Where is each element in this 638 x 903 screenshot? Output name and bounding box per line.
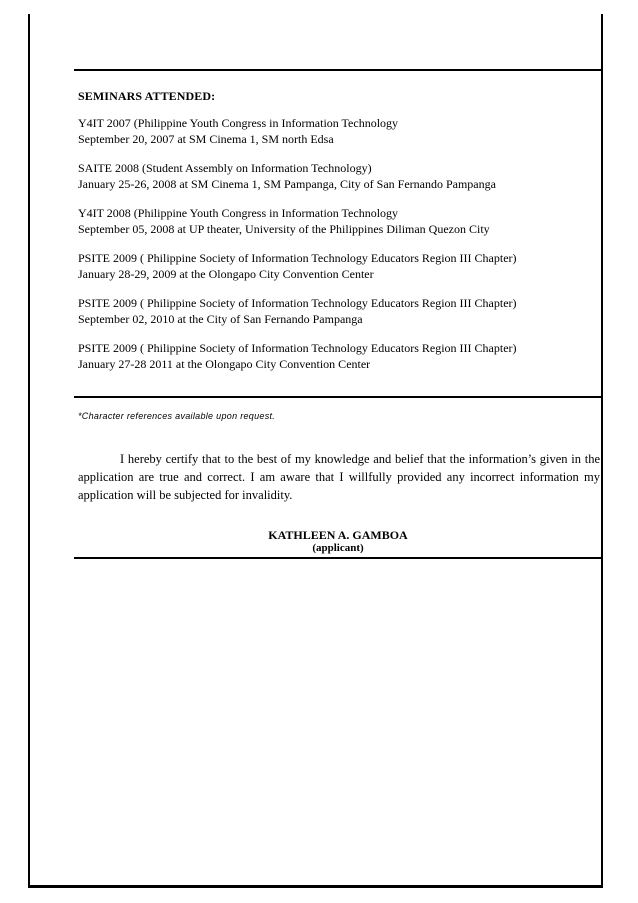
certification-paragraph: I hereby certify that to the best of my knowledge and belief that the information’s given in the application are true and correct. I am aware that I willfully provided any incorrect information my application will be subjected for invalidity. [78,452,600,502]
seminar-details: January 28-29, 2009 at the Olongapo City Convention Center [78,267,374,281]
seminar-entry [78,250,598,282]
applicant-name: KATHLEEN A. GAMBOA [268,528,408,542]
seminar-title: PSITE 2009 ( Philippine Society of Information Technology Educators Region III Chapter) [78,296,517,310]
seminar-title: PSITE 2009 ( Philippine Society of Information Technology Educators Region III Chapter) [78,251,517,265]
seminar-entry [78,160,598,192]
seminar-entry [78,295,598,327]
seminar-title: Y4IT 2007 (Philippine Youth Congress in Information Technology [78,116,399,130]
seminar-entry [78,340,598,372]
seminar-title: SAITE 2008 (Student Assembly on Information Technology) [78,161,372,175]
seminar-details: September 20, 2007 at SM Cinema 1, SM north Edsa [78,132,334,146]
seminar-title: Y4IT 2008 (Philippine Youth Congress in Information Technology [78,206,399,220]
seminar-entry [78,115,598,147]
seminar-entry [78,205,598,237]
seminar-details: September 05, 2008 at UP theater, University of the Philippines Diliman Quezon City [78,222,490,236]
top-divider [74,69,602,71]
seminar-title: PSITE 2009 ( Philippine Society of Information Technology Educators Region III Chapter) [78,341,517,355]
bottom-divider [74,557,602,559]
seminar-details: September 02, 2010 at the City of San Fernando Pampanga [78,312,363,326]
seminar-details: January 25-26, 2008 at SM Cinema 1, SM Pampanga, City of San Fernando Pampanga [78,177,496,191]
character-references-note: *Character references available upon request. [78,411,276,421]
seminars-heading: SEMINARS ATTENDED: [78,89,216,103]
seminars-list [78,115,598,385]
middle-divider [74,396,602,398]
seminar-details: January 27-28 2011 at the Olongapo City Convention Center [78,357,371,371]
applicant-role: (applicant) [312,542,364,554]
